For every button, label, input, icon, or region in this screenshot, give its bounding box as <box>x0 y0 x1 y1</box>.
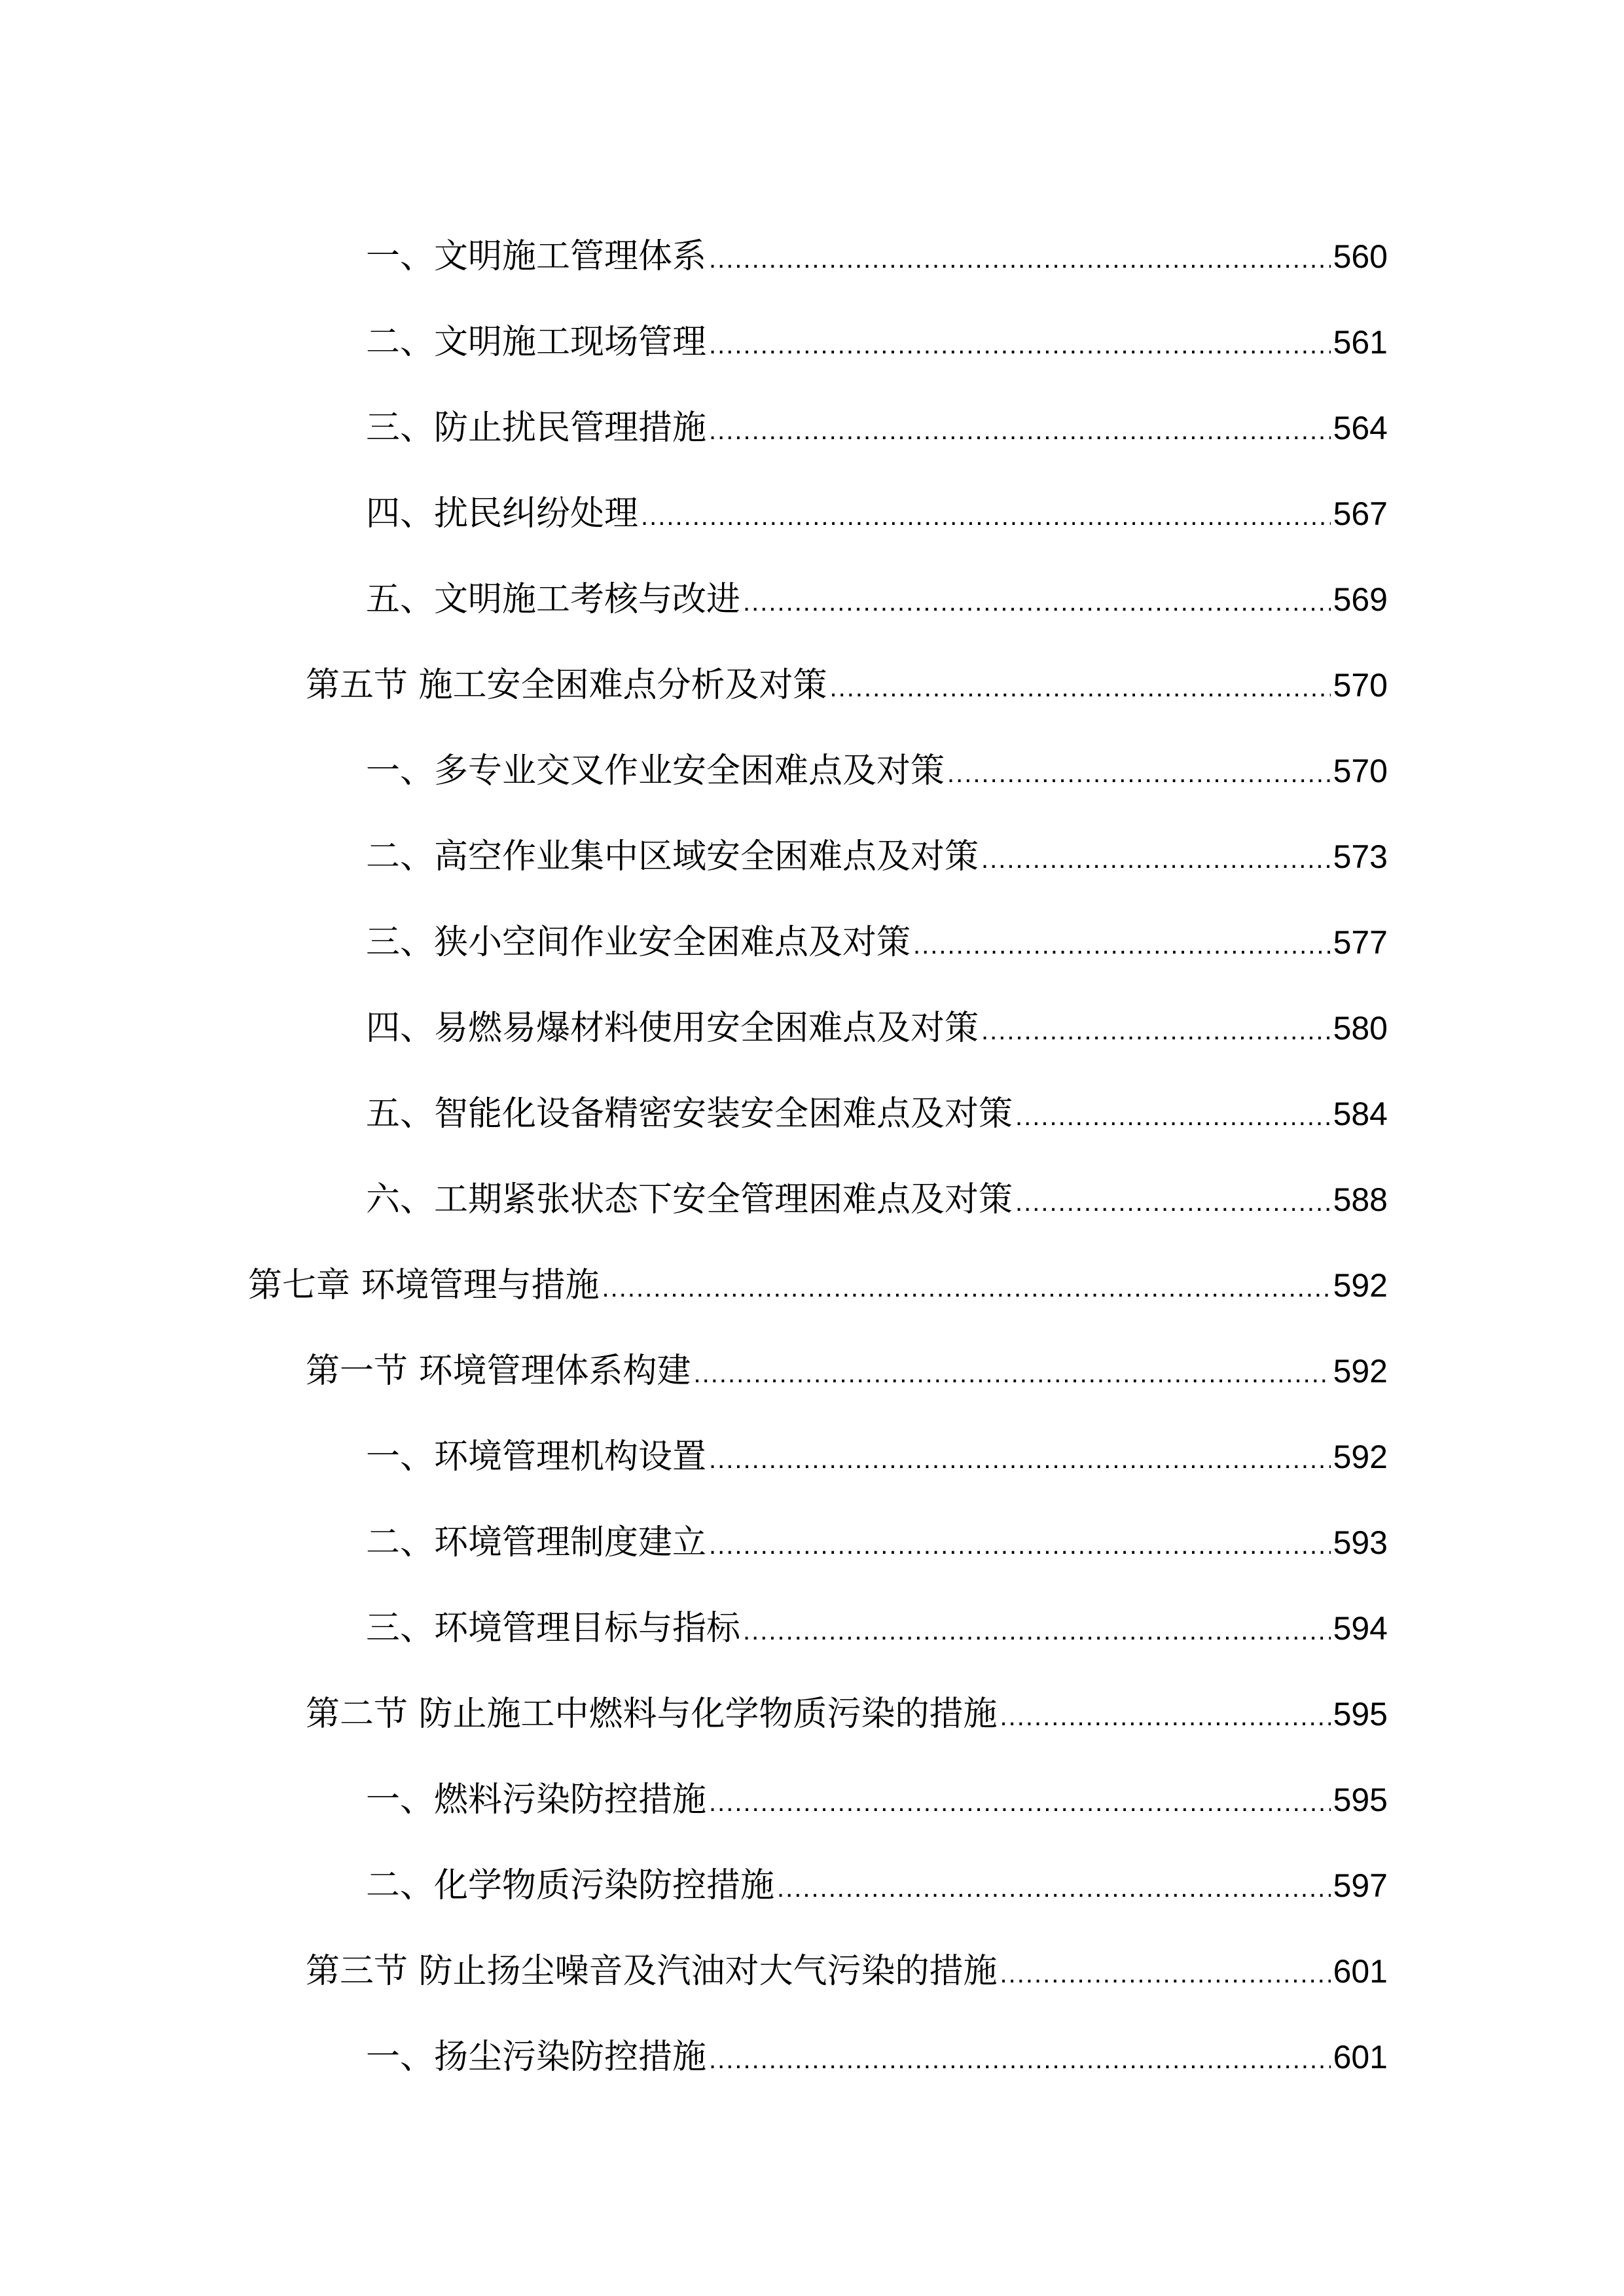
toc-page-number: 597 <box>1333 1867 1388 1904</box>
toc-page-number: 595 <box>1333 1695 1388 1732</box>
toc-page-number: 595 <box>1333 1781 1388 1818</box>
toc-entry-title: 第一节 环境管理体系构建 <box>306 1351 691 1391</box>
toc-entry-title: 二、化学物质污染防控措施 <box>366 1865 775 1905</box>
toc-page-number: 573 <box>1333 838 1388 875</box>
toc-page-number: 592 <box>1333 1266 1388 1304</box>
toc-subsection-entry[interactable] <box>0 1585 1624 1671</box>
toc-page-number: 561 <box>1333 323 1388 361</box>
toc-page-number: 588 <box>1333 1181 1388 1218</box>
toc-page-number: 594 <box>1333 1609 1388 1647</box>
toc-subsection-entry[interactable] <box>0 556 1624 642</box>
toc-entry-title: 三、环境管理目标与指标 <box>366 1608 741 1648</box>
toc-subsection-entry[interactable] <box>0 1757 1624 1842</box>
toc-subsection-entry[interactable] <box>0 728 1624 814</box>
toc-subsection-entry[interactable] <box>0 299 1624 385</box>
toc-page-number: 601 <box>1333 2038 1388 2075</box>
dot-leader <box>743 569 1331 630</box>
toc-entry-title: 第二节 防止施工中燃料与化学物质污染的措施 <box>306 1694 998 1734</box>
toc-page-number: 564 <box>1333 409 1388 446</box>
toc-page-number: 601 <box>1333 1952 1388 1990</box>
toc-page-number: 592 <box>1333 1352 1388 1390</box>
toc-entry-title: 三、防止扰民管理措施 <box>366 408 707 448</box>
dot-leader <box>830 655 1331 715</box>
dot-leader <box>981 827 1331 887</box>
dot-leader <box>1015 1170 1331 1230</box>
toc-subsection-entry[interactable] <box>0 385 1624 471</box>
toc-subsection-entry[interactable] <box>0 213 1624 299</box>
dot-leader <box>694 1341 1331 1401</box>
toc-entry-title: 第七章 环境管理与措施 <box>248 1265 600 1305</box>
toc-entry-title: 二、文明施工现场管理 <box>366 322 707 362</box>
toc-page-number: 560 <box>1333 238 1388 275</box>
dot-leader <box>947 741 1331 801</box>
toc-page-number: 580 <box>1333 1009 1388 1047</box>
toc-section-entry[interactable] <box>0 1928 1624 2014</box>
dot-leader <box>981 998 1331 1058</box>
toc-page-number: 569 <box>1333 581 1388 618</box>
toc-subsection-entry[interactable] <box>0 899 1624 985</box>
toc-entry-title: 二、高空作业集中区域安全困难点及对策 <box>366 836 979 876</box>
toc-entry-title: 一、环境管理机构设置 <box>366 1437 707 1477</box>
toc-chapter-entry[interactable] <box>0 1242 1624 1328</box>
dot-leader <box>602 1255 1331 1316</box>
dot-leader <box>709 226 1331 287</box>
toc-section-entry[interactable] <box>0 1671 1624 1757</box>
toc-page-number: 570 <box>1333 666 1388 704</box>
toc-page-number: 584 <box>1333 1095 1388 1132</box>
toc-entry-title: 一、多专业交叉作业安全困难点及对策 <box>366 751 945 791</box>
toc-page-number: 592 <box>1333 1438 1388 1475</box>
dot-leader <box>709 398 1331 458</box>
toc-entry-title: 第五节 施工安全困难点分析及对策 <box>306 665 827 705</box>
dot-leader <box>1000 1941 1331 2001</box>
dot-leader <box>641 484 1331 544</box>
table-of-contents <box>0 213 1624 2100</box>
dot-leader <box>709 312 1331 372</box>
dot-leader <box>913 912 1331 973</box>
toc-entry-title: 五、智能化设备精密安装安全困难点及对策 <box>366 1094 1013 1134</box>
toc-entry-title: 四、扰民纠纷处理 <box>366 493 639 533</box>
toc-section-entry[interactable] <box>0 642 1624 728</box>
toc-subsection-entry[interactable] <box>0 2014 1624 2100</box>
toc-entry-title: 五、文明施工考核与改进 <box>366 579 741 619</box>
toc-entry-title: 二、环境管理制度建立 <box>366 1522 707 1562</box>
dot-leader <box>1000 1684 1331 1744</box>
toc-page-number: 570 <box>1333 752 1388 789</box>
toc-page-number: 567 <box>1333 495 1388 532</box>
dot-leader <box>709 1770 1331 1830</box>
toc-entry-title: 一、燃料污染防控措施 <box>366 1780 707 1820</box>
toc-entry-title: 一、扬尘污染防控措施 <box>366 2037 707 2077</box>
dot-leader <box>743 1598 1331 1659</box>
toc-entry-title: 三、狭小空间作业安全困难点及对策 <box>366 922 911 962</box>
toc-entry-title: 第三节 防止扬尘噪音及汽油对大气污染的措施 <box>306 1951 998 1991</box>
toc-subsection-entry[interactable] <box>0 1842 1624 1928</box>
toc-subsection-entry[interactable] <box>0 814 1624 899</box>
toc-section-entry[interactable] <box>0 1328 1624 1414</box>
dot-leader <box>777 1856 1331 1916</box>
dot-leader <box>1015 1084 1331 1144</box>
toc-subsection-entry[interactable] <box>0 1071 1624 1157</box>
dot-leader <box>709 2027 1331 2087</box>
toc-subsection-entry[interactable] <box>0 1414 1624 1499</box>
toc-subsection-entry[interactable] <box>0 1157 1624 1242</box>
toc-subsection-entry[interactable] <box>0 1499 1624 1585</box>
toc-subsection-entry[interactable] <box>0 985 1624 1071</box>
toc-entry-title: 四、易燃易爆材料使用安全困难点及对策 <box>366 1008 979 1048</box>
toc-entry-title: 一、文明施工管理体系 <box>366 236 707 276</box>
toc-page-number: 577 <box>1333 924 1388 961</box>
toc-entry-title: 六、工期紧张状态下安全管理困难点及对策 <box>366 1179 1013 1219</box>
dot-leader <box>709 1427 1331 1487</box>
toc-subsection-entry[interactable] <box>0 471 1624 556</box>
toc-page-number: 593 <box>1333 1524 1388 1561</box>
dot-leader <box>709 1513 1331 1573</box>
